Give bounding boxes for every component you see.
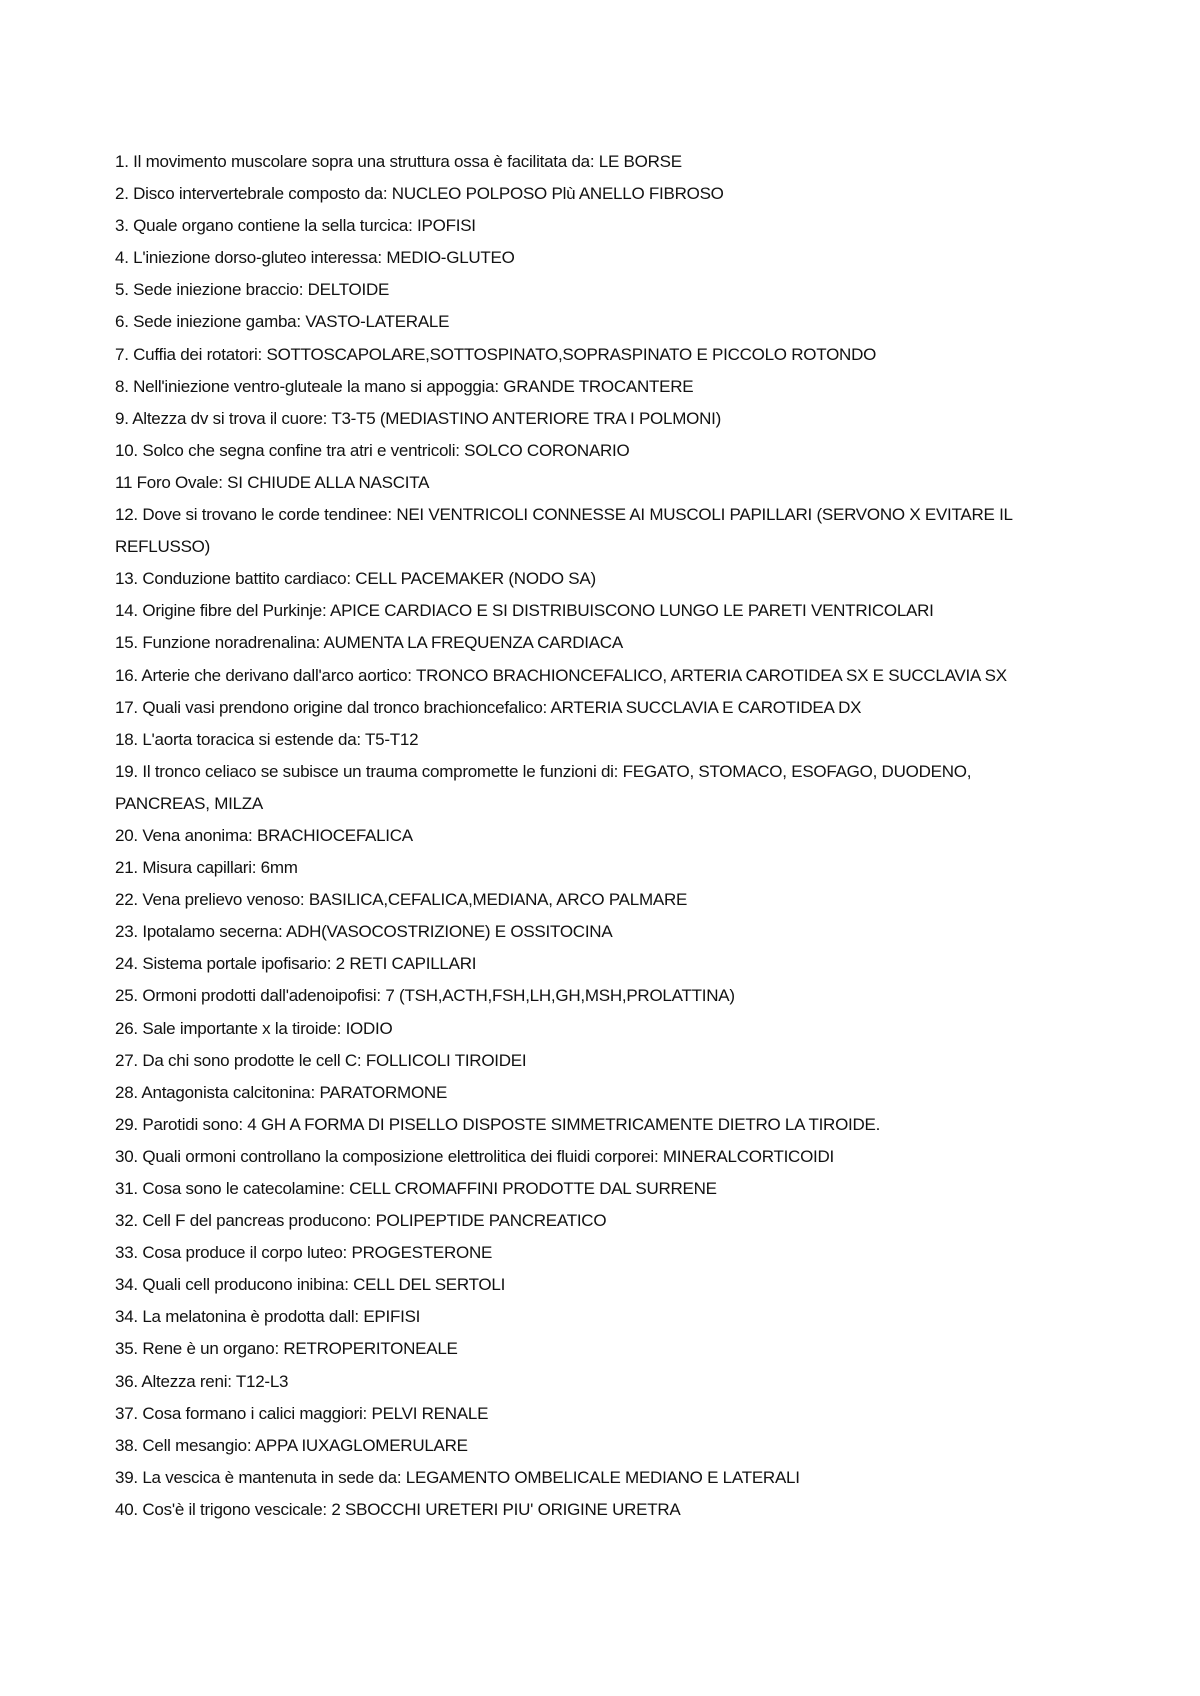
list-item: 16. Arterie che derivano dall'arco aortico: TRONCO BRACHIONCEFALICO, ARTERIA CAROTIDEA SX E SUCCLAVIA SX [115, 665, 1007, 685]
list-item: 28. Antagonista calcitonina: PARATORMONE [115, 1082, 448, 1102]
list-item: 1. Il movimento muscolare sopra una struttura ossa è facilitata da: LE BORSE [115, 152, 682, 171]
list-item: 12. Dove si trovano le corde tendinee: NEI VENTRICOLI CONNESSE AI MUSCOLI PAPILLARI (SERVONO X EVITARE IL REFLUSSO) [115, 505, 1013, 557]
list-item: 24. Sistema portale ipofisario: 2 RETI CAPILLARI [115, 954, 477, 974]
list-item: 13. Conduzione battito cardiaco: CELL PACEMAKER (NODO SA) [115, 569, 596, 589]
list-item: 22. Vena prelievo venoso: BASILICA,CEFALICA,MEDIANA, ARCO PALMARE [115, 890, 688, 910]
list-item: 6. Sede iniezione gamba: VASTO-LATERALE [115, 312, 450, 332]
list-item: 30. Quali ormoni controllano la composizione elettrolitica dei fluidi corporei: MINERALCORTICOIDI [115, 1146, 835, 1166]
list-item: 37. Cosa formano i calici maggiori: PELVI RENALE [115, 1403, 489, 1423]
list-item: 39. La vescica è mantenuta in sede da: LEGAMENTO OMBELICALE MEDIANO E LATERALI [115, 1467, 800, 1487]
list-item: 19. Il tronco celiaco se subisce un trauma compromette le funzioni di: FEGATO, STOMACO, ESOFAGO, DUODENO, PANCREAS, MILZA [115, 761, 972, 813]
list-item: 4. L'iniezione dorso-gluteo interessa: MEDIO-GLUTEO [115, 248, 515, 268]
list-item: 34. La melatonina è prodotta dall: EPIFISI [115, 1307, 421, 1327]
question-answer-list [115, 146, 1065, 1526]
list-item: 32. Cell F del pancreas producono: POLIPEPTIDE PANCREATICO [115, 1211, 607, 1231]
list-item: 34. Quali cell producono inibina: CELL DEL SERTOLI [115, 1275, 506, 1295]
list-item: 15. Funzione noradrenalina: AUMENTA LA FREQUENZA CARDIACA [115, 633, 623, 653]
list-item: 35. Rene è un organo: RETROPERITONEALE [115, 1339, 458, 1359]
list-item: 38. Cell mesangio: APPA IUXAGLOMERULARE [115, 1435, 468, 1455]
list-item: 31. Cosa sono le catecolamine: CELL CROMAFFINI PRODOTTE DAL SURRENE [115, 1179, 717, 1198]
list-item: 3. Quale organo contiene la sella turcica: IPOFISI [115, 216, 476, 236]
list-item: 29. Parotidi sono: 4 GH A FORMA DI PISELLO DISPOSTE SIMMETRICAMENTE DIETRO LA TIROIDE. [115, 1114, 881, 1134]
list-item: 33. Cosa produce il corpo luteo: PROGESTERONE [115, 1243, 493, 1263]
list-item: 10. Solco che segna confine tra atri e ventricoli: SOLCO CORONARIO [115, 440, 630, 460]
list-item: 18. L'aorta toracica si estende da: T5-T12 [115, 729, 419, 749]
list-item: 20. Vena anonima: BRACHIOCEFALICA [115, 825, 413, 845]
document-page [115, 146, 1065, 1526]
list-item: 7. Cuffia dei rotatori: SOTTOSCAPOLARE,SOTTOSPINATO,SOPRASPINATO E PICCOLO ROTONDO [115, 344, 877, 364]
list-item: 9. Altezza dv si trova il cuore: T3-T5 (MEDIASTINO ANTERIORE TRA I POLMONI) [115, 408, 721, 428]
list-item: 11 Foro Ovale: SI CHIUDE ALLA NASCITA [115, 472, 430, 492]
list-item: 21. Misura capillari: 6mm [115, 858, 298, 878]
list-item: 40. Cos'è il trigono vescicale: 2 SBOCCHI URETERI PIU' ORIGINE URETRA [115, 1499, 681, 1519]
list-item: 27. Da chi sono prodotte le cell C: FOLLICOLI TIROIDEI [115, 1050, 527, 1070]
list-item: 2. Disco intervertebrale composto da: NUCLEO POLPOSO Plù ANELLO FIBROSO [115, 184, 724, 204]
list-item: 8. Nell'iniezione ventro-gluteale la mano si appoggia: GRANDE TROCANTERE [115, 376, 694, 396]
list-item: 5. Sede iniezione braccio: DELTOIDE [115, 280, 390, 300]
list-item: 25. Ormoni prodotti dall'adenoipofisi: 7 (TSH,ACTH,FSH,LH,GH,MSH,PROLATTINA) [115, 986, 735, 1006]
list-item: 23. Ipotalamo secerna: ADH(VASOCOSTRIZIONE) E OSSITOCINA [115, 922, 613, 942]
list-item: 17. Quali vasi prendono origine dal tronco brachioncefalico: ARTERIA SUCCLAVIA E CAROTIDEA DX [115, 697, 862, 717]
list-item: 14. Origine fibre del Purkinje: APICE CARDIACO E SI DISTRIBUISCONO LUNGO LE PARETI VENTRICOLARI [115, 601, 934, 621]
list-item: 36. Altezza reni: T12-L3 [115, 1371, 289, 1391]
list-item: 26. Sale importante x la tiroide: IODIO [115, 1018, 393, 1038]
